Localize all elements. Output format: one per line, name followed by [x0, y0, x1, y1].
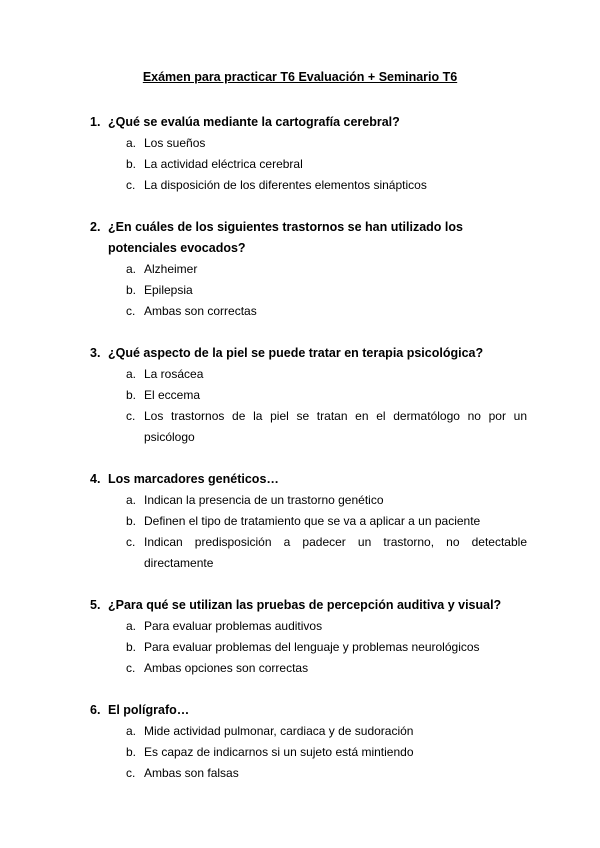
answer-option [90, 175, 527, 196]
question-text: ¿Qué se evalúa mediante la cartografía cerebral? [108, 115, 400, 129]
question-6 [90, 700, 527, 784]
answer-option [90, 364, 527, 385]
answer-option [90, 154, 527, 175]
answer-text: Es capaz de indicarnos si un sujeto está mintiendo [144, 745, 414, 759]
question-number: 5. [90, 598, 101, 612]
answer-option [90, 721, 527, 742]
question-number: 3. [90, 346, 101, 360]
answer-text: Indican predisposición a padecer un trastorno, no detectable directamente [144, 535, 527, 570]
answer-letter: c. [126, 304, 136, 318]
answer-letter: b. [126, 283, 137, 297]
question-text: ¿Para qué se utilizan las pruebas de percepción auditiva y visual? [108, 598, 502, 612]
answer-letter: a. [126, 493, 137, 507]
question-number: 1. [90, 115, 101, 129]
document-title: Exámen para practicar T6 Evaluación + Seminario T6 [142, 70, 458, 84]
answer-option [90, 406, 527, 448]
answer-letter: a. [126, 724, 137, 738]
answer-text: Los trastornos de la piel se tratan en el dermatólogo no por un psicólogo [144, 409, 527, 444]
answer-letter: b. [126, 640, 137, 654]
answer-text: La disposición de los diferentes elementos sinápticos [144, 178, 427, 192]
answer-letter: a. [126, 619, 137, 633]
question-3 [90, 343, 527, 448]
answer-option [90, 385, 527, 406]
question-list [90, 112, 527, 805]
answer-letter: c. [126, 178, 136, 192]
answer-text: Para evaluar problemas auditivos [144, 619, 323, 633]
answer-option [90, 658, 527, 679]
answer-list [90, 133, 527, 196]
question-4 [90, 469, 527, 574]
answer-option [90, 616, 527, 637]
answer-letter: c. [126, 766, 136, 780]
answer-text: Alzheimer [144, 262, 198, 276]
answer-letter: b. [126, 388, 137, 402]
question-text: ¿En cuáles de los siguientes trastornos se han utilizado los potenciales evocados? [108, 220, 463, 255]
answer-list [90, 721, 527, 784]
answer-option [90, 742, 527, 763]
question-number: 4. [90, 472, 101, 486]
answer-letter: b. [126, 157, 137, 171]
answer-text: Ambas son falsas [144, 766, 239, 780]
answer-text: Mide actividad pulmonar, cardiaca y de sudoración [144, 724, 414, 738]
answer-letter: c. [126, 661, 136, 675]
answer-list [90, 364, 527, 448]
question-text: ¿Qué aspecto de la piel se puede tratar en terapia psicológica? [108, 346, 484, 360]
answer-list [90, 490, 527, 574]
answer-text: Indican la presencia de un trastorno genético [144, 493, 384, 507]
answer-option [90, 133, 527, 154]
answer-letter: b. [126, 745, 137, 759]
answer-option [90, 763, 527, 784]
question-2 [90, 217, 527, 322]
answer-text: Ambas opciones son correctas [144, 661, 309, 675]
answer-letter: a. [126, 367, 137, 381]
answer-option [90, 490, 527, 511]
answer-text: La rosácea [144, 367, 204, 381]
question-number: 6. [90, 703, 101, 717]
answer-option [90, 511, 527, 532]
question-1 [90, 112, 527, 196]
answer-text: Definen el tipo de tratamiento que se va a aplicar a un paciente [144, 514, 481, 528]
question-text: El polígrafo… [108, 703, 190, 717]
answer-list [90, 616, 527, 679]
answer-option [90, 637, 527, 658]
question-number: 2. [90, 220, 101, 234]
answer-text: Para evaluar problemas del lenguaje y problemas neurológicos [144, 640, 480, 654]
answer-text: Ambas son correctas [144, 304, 257, 318]
answer-list [90, 259, 527, 322]
answer-option [90, 532, 527, 574]
answer-option [90, 259, 527, 280]
answer-letter: b. [126, 514, 137, 528]
answer-text: Epilepsia [144, 283, 193, 297]
answer-option [90, 301, 527, 322]
question-5 [90, 595, 527, 679]
answer-text: El eccema [144, 388, 201, 402]
answer-option [90, 280, 527, 301]
answer-letter: c. [126, 409, 136, 423]
answer-letter: c. [126, 535, 136, 549]
answer-letter: a. [126, 136, 137, 150]
answer-text: La actividad eléctrica cerebral [144, 157, 303, 171]
question-text: Los marcadores genéticos… [108, 472, 279, 486]
answer-letter: a. [126, 262, 137, 276]
answer-text: Los sueños [144, 136, 206, 150]
